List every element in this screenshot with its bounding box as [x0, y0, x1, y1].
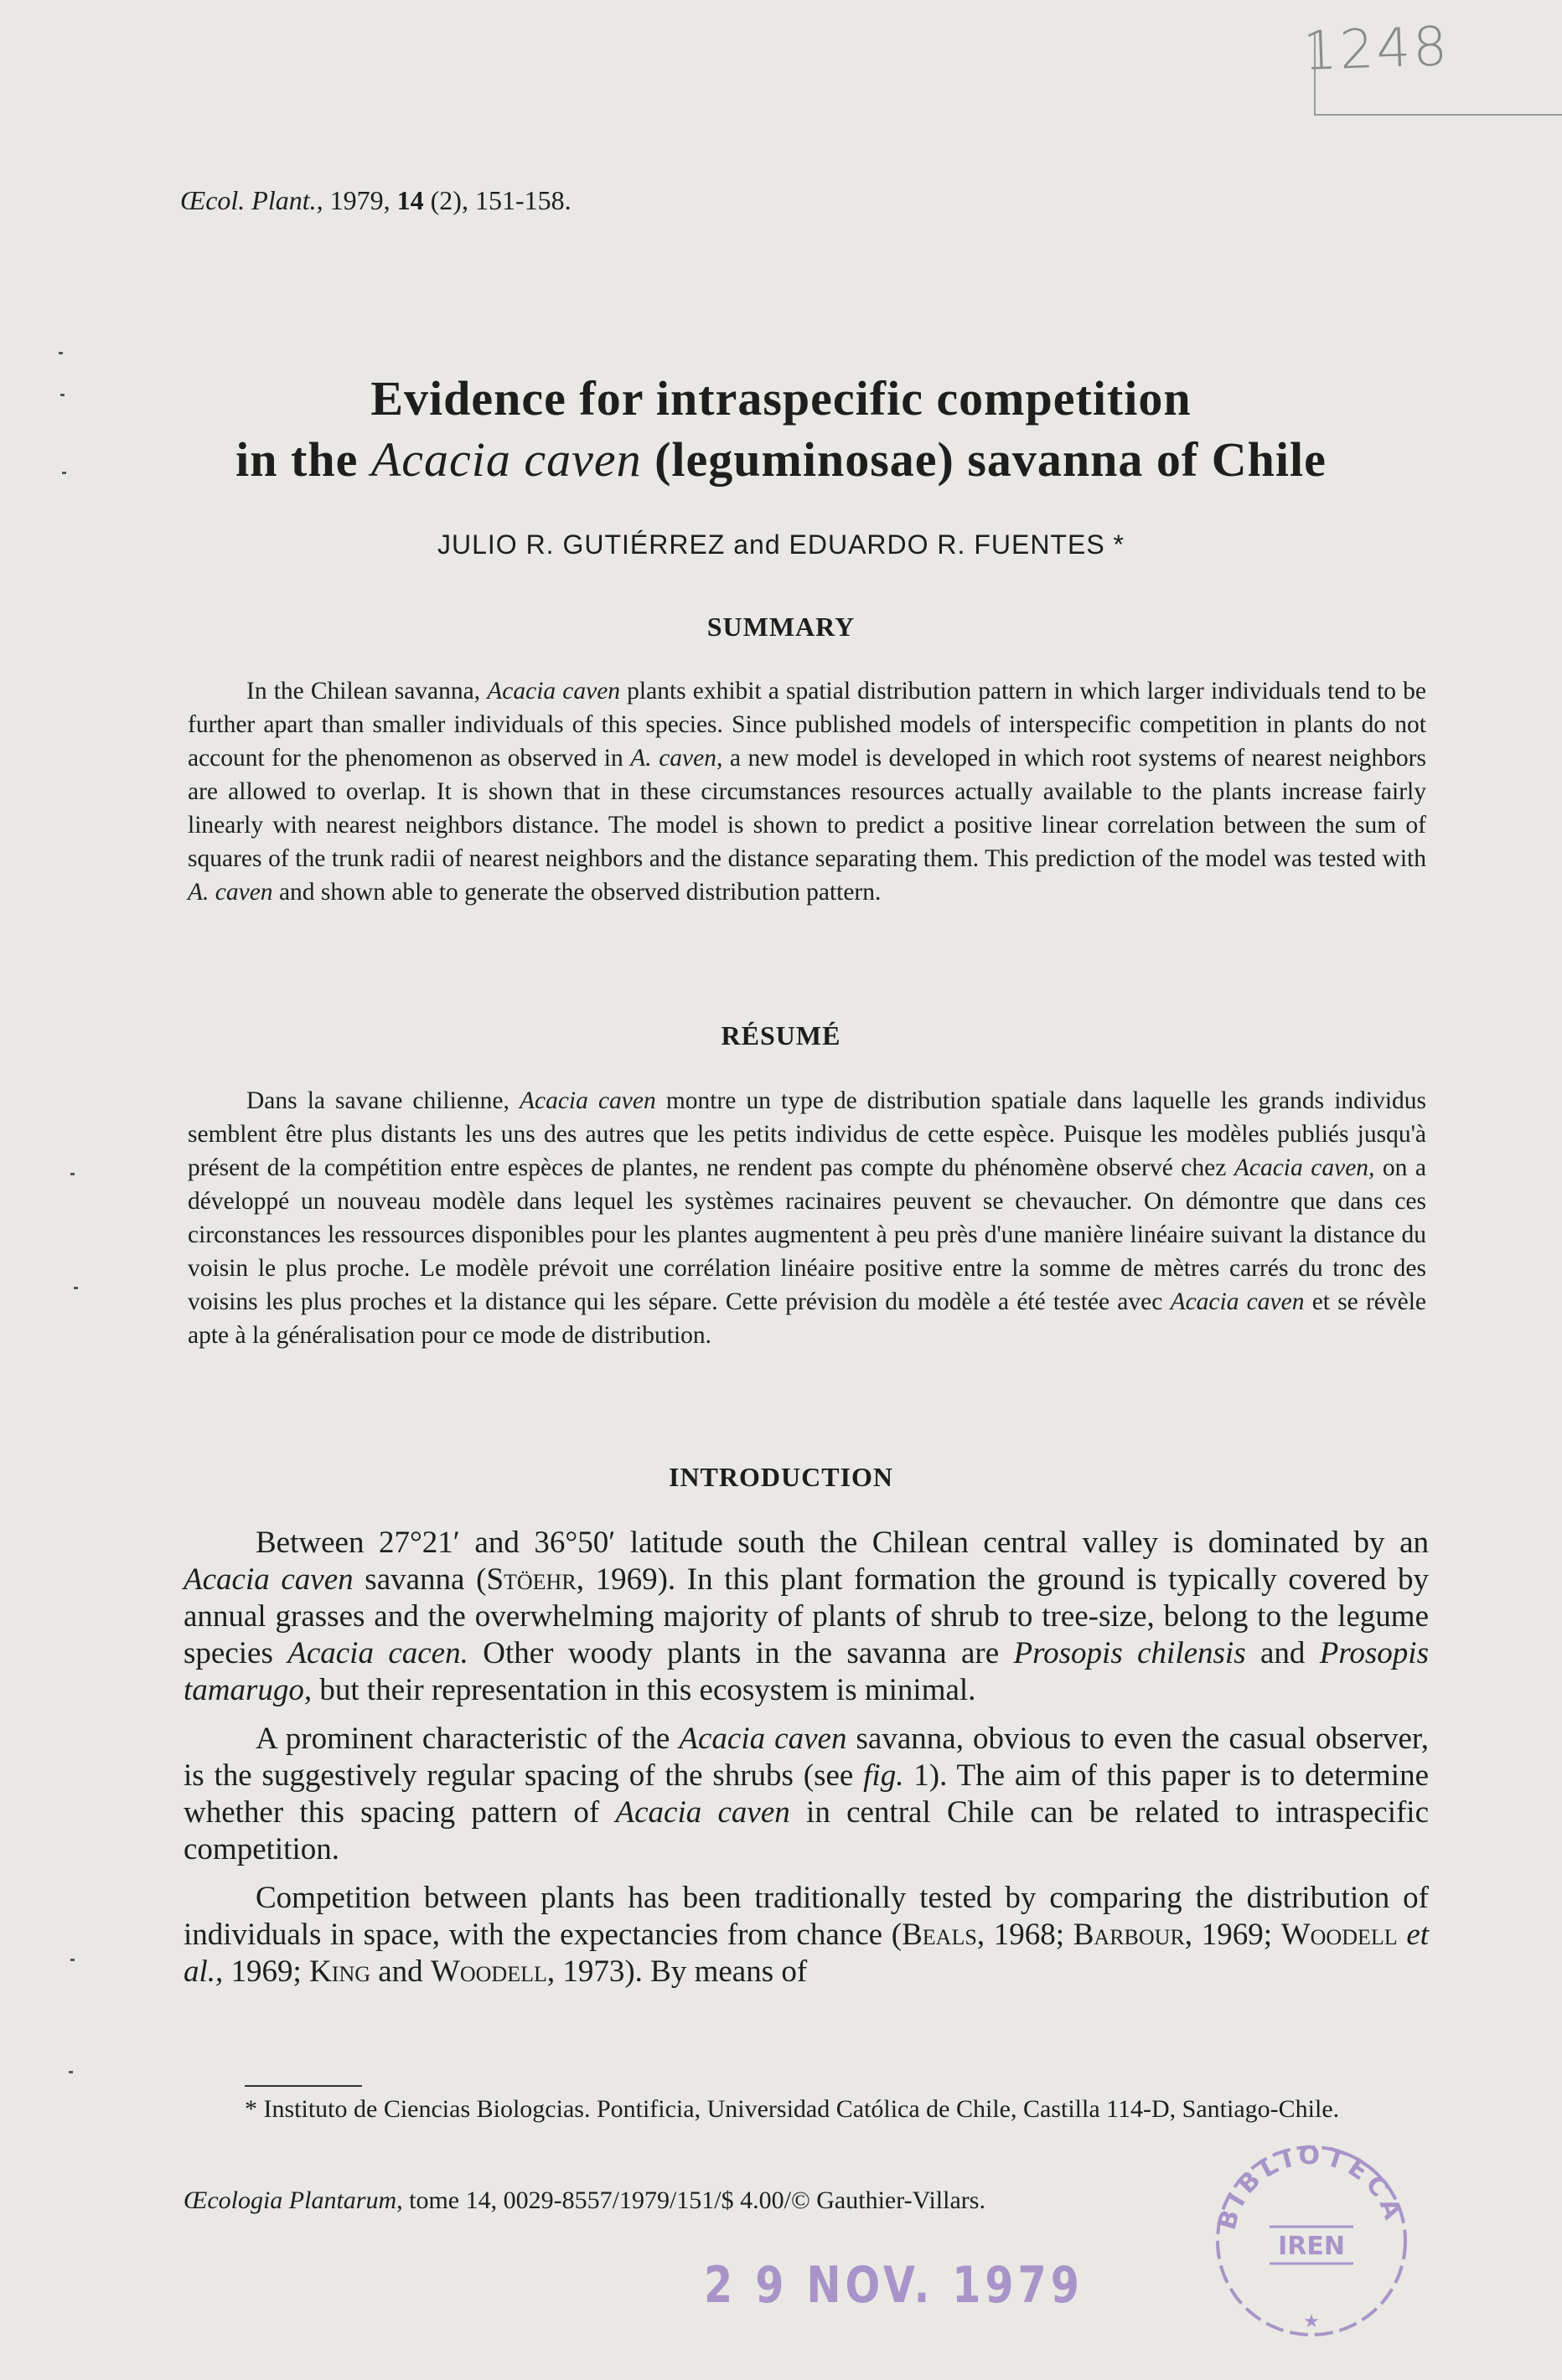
- title-species: Acacia caven: [370, 432, 642, 487]
- scan-margin-mark: [69, 2071, 73, 2073]
- cited-author: Barbour: [1073, 1918, 1185, 1952]
- text-run: and: [1259, 1636, 1306, 1670]
- text-run: savanna (: [365, 1562, 487, 1597]
- citation-pages: 151-158.: [474, 185, 572, 215]
- text-run: plants exhibit a spatial distribution pattern in which larger individuals tend to be further apart than smaller individuals of this species. Since published models of interspecific competition in plants do not account for the phenomenon as observed in: [188, 678, 1426, 772]
- text-run: , 1969). In this plant formation the ground is typically covered by annual grasses and the overwhelming majority of plants of shrub to tree-size, belong to the legume species: [184, 1562, 1430, 1670]
- title-line-2: [0, 431, 1562, 488]
- figure-ref: fig.: [863, 1758, 904, 1793]
- text-run: and shown able to generate the observed distribution pattern.: [278, 879, 882, 906]
- handwritten-bracket-horizontal: [1314, 114, 1562, 116]
- species-name: Acacia caven: [519, 1087, 656, 1114]
- scan-margin-mark: [70, 1959, 75, 1961]
- intro-paragraph-2: [184, 1721, 1429, 1868]
- library-seal-stamp: [1207, 2136, 1416, 2346]
- text-run: et se révèle apte à la généralisation pour ce mode de distribution.: [188, 1288, 1427, 1349]
- species-name: A. caven,: [630, 745, 723, 772]
- text-run: , 1968;: [976, 1918, 1065, 1952]
- species-name: Acacia cacen.: [287, 1636, 468, 1670]
- text-run: Dans la savane chilienne,: [246, 1087, 509, 1114]
- date-received-stamp: 2 9 NOV. 1979: [704, 2256, 1084, 2315]
- text-run: In the Chilean savanna,: [246, 678, 481, 705]
- text-run: A prominent characteristic of the: [256, 1722, 670, 1756]
- text-run: but their representation in this ecosystem is minimal.: [319, 1673, 976, 1707]
- text-run: Between 27°21′ and 36°50′ latitude south the Chilean central valley is dominated by an: [256, 1526, 1429, 1560]
- journal-citation: [180, 185, 572, 216]
- text-run: montre un type de distribution spatiale dans laquelle les grands individus semblent être plus distants les uns des autres que les petits individus de cette espèce. Puisque les modèles publiés jusqu'à présent de la compétition entre espèces de plantes, ne rendent pas compte du phénomène observé chez: [188, 1087, 1427, 1181]
- title-text: in the: [235, 432, 359, 487]
- text-run: 1). The aim of this paper is to determine whether this spacing pattern of: [184, 1758, 1429, 1830]
- species-name: Prosopis chilensis: [1013, 1636, 1246, 1670]
- scan-margin-mark: [60, 394, 65, 396]
- cited-author: Beals: [902, 1918, 977, 1952]
- authors: JULIO R. GUTIÉRREZ and EDUARDO R. FUENTES *: [437, 529, 1125, 560]
- handwritten-note: 1248: [1301, 15, 1451, 84]
- citation-year: 1979,: [329, 185, 390, 215]
- citation-journal: Œcol. Plant.,: [180, 185, 323, 215]
- text-run: Competition between plants has been traditionally tested by comparing the distribution of individuals in space, with the expectancies from chance (: [184, 1881, 1429, 1952]
- citation-volume: 14: [396, 185, 424, 215]
- footnote-rule: [245, 2085, 362, 2087]
- text-run: 1969;: [230, 1954, 302, 1989]
- introduction-body: [184, 1525, 1429, 2002]
- seal-ring-text: BIBLIOTECA: [1212, 2140, 1409, 2233]
- et-al: et al.,: [184, 1918, 1430, 1989]
- text-run: on a développé un nouveau modèle dans lequel les systèmes racinaires peuvent se chevaucher. On démontre que dans ces circonstances les ressources disponibles pour les plantes augmentent à peu près d'une manière linéaire suivant la distance du voisin le plus proche. Le modèle prévoit une corrélation linéaire positive entre la somme de mètres carrés du tronc des voisins les plus proches et la distance qui les sépare. Cette prévision du modèle a été testée avec: [188, 1154, 1427, 1315]
- species-name: Acacia caven,: [1234, 1154, 1375, 1181]
- intro-paragraph-1: [184, 1525, 1429, 1709]
- species-name: Prosopis tamarugo,: [184, 1636, 1429, 1707]
- text-run: savanna, obvious to even the casual observer, is the suggestively regular spacing of the shrubs (see: [184, 1722, 1430, 1793]
- text-run: Other woody plants in the savanna are: [483, 1636, 1000, 1670]
- text-run: , 1969;: [1184, 1918, 1273, 1952]
- intro-paragraph-3: [184, 1880, 1429, 1990]
- resume-heading: RÉSUMÉ: [721, 1020, 841, 1051]
- scan-margin-mark: [74, 1287, 78, 1289]
- citation-issue: (2),: [430, 185, 468, 215]
- seal-star-icon: ★: [1303, 2311, 1320, 2332]
- seal-center-text: IREN: [1278, 2232, 1345, 2261]
- scan-margin-mark: [62, 472, 66, 474]
- journal-details: tome 14, 0029-8557/1979/151/$ 4.00/© Gauthier-Villars.: [409, 2186, 985, 2214]
- summary-text: [188, 674, 1426, 909]
- introduction-heading: INTRODUCTION: [668, 1462, 894, 1492]
- species-name: A. caven: [188, 879, 273, 906]
- cited-author: King: [309, 1954, 370, 1989]
- species-name: Acacia caven: [615, 1795, 790, 1830]
- summary-heading: SUMMARY: [706, 612, 856, 642]
- scan-margin-mark: [59, 352, 63, 354]
- species-name: Acacia caven: [184, 1562, 354, 1597]
- cited-author: Stöehr: [486, 1562, 577, 1597]
- species-name: Acacia caven: [1170, 1288, 1305, 1315]
- title-text: (leguminosae) savanna of Chile: [654, 432, 1327, 487]
- text-run: and: [378, 1954, 423, 1989]
- title-line-1: Evidence for intraspecific competition: [370, 371, 1192, 426]
- cited-author: Woodell: [430, 1954, 547, 1989]
- resume-text: [188, 1084, 1426, 1352]
- text-run: in central Chile can be related to intraspecific competition.: [184, 1795, 1430, 1866]
- species-name: Acacia caven: [679, 1722, 847, 1756]
- scan-margin-mark: [70, 1173, 75, 1175]
- author-affiliation-footnote: * Instituto de Ciencias Biologcias. Pontificia, Universidad Católica de Chile, Castilla 114-D, Santiago-Chile.: [245, 2095, 1340, 2123]
- species-name: Acacia caven: [487, 678, 621, 705]
- journal-imprint: [184, 2186, 985, 2215]
- text-run: a new model is developed in which root systems of nearest neighbors are allowed to overlap. It is shown that in these circumstances resources actually available to the plants increase fairly linearly with nearest neighbors distance. The model is shown to predict a positive linear correlation between the sum of squares of the trunk radii of nearest neighbors and the distance separating them. This prediction of the model was tested with: [188, 745, 1426, 872]
- text-run: , 1973). By means of: [546, 1954, 808, 1989]
- cited-author: Woodell: [1280, 1918, 1398, 1952]
- journal-name: Œcologia Plantarum,: [184, 2186, 403, 2214]
